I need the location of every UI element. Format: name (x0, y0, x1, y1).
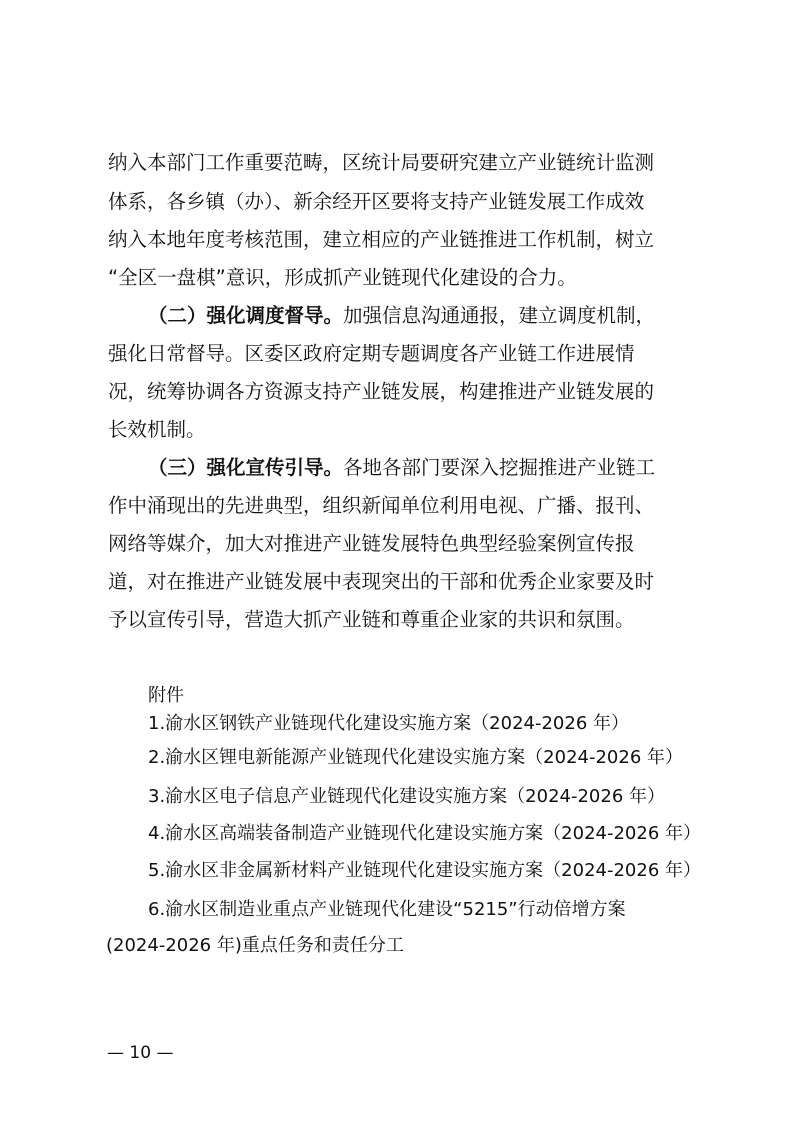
section-3-line-4: 道，对在推进产业链发展中表现突出的干部和优秀企业家要及时 (108, 570, 655, 593)
paragraph-1-line-1: 纳入本部门工作重要范畴，区统计局要研究建立产业链统计监测 (108, 151, 655, 174)
paragraph-1-line-3: 纳入本地年度考核范围，建立相应的产业链推进工作机制，树立 (108, 228, 655, 251)
section-2-line-2: 强化日常督导。区委区政府定期专题调度各产业链工作进展情 (108, 342, 635, 365)
section-2-line-1 (148, 304, 655, 328)
section-2-heading: （二）强化调度督导。 (148, 304, 344, 327)
attachment-item: 4.渝水区高端装备制造产业链现代化建设实施方案（2024-2026 年） (148, 823, 702, 844)
attachment-item: 2.渝水区锂电新能源产业链现代化建设实施方案（2024-2026 年） (148, 747, 684, 768)
attachment-item: 3.渝水区电子信息产业链现代化建设实施方案（2024-2026 年） (148, 786, 666, 807)
section-3-text: 各地各部门要深入挖掘推进产业链工 (343, 456, 656, 479)
attachment-item: 1.渝水区钢铁产业链现代化建设实施方案（2024-2026 年） (148, 713, 630, 734)
section-3-line-1 (148, 456, 655, 480)
section-2-line-3: 况，统筹协调各方资源支持产业链发展，构建推进产业链发展的 (108, 380, 655, 403)
page-number: — 10 — (107, 1043, 174, 1063)
attachments-title: 附件 (148, 685, 184, 706)
section-3-heading: （三）强化宣传引导。 (148, 456, 344, 479)
section-3-line-2: 作中涌现出的先进典型，组织新闻单位利用电视、广播、报刊、 (108, 494, 655, 517)
section-2-text: 加强信息沟通通报，建立调度机制， (343, 304, 656, 327)
attachment-item: 6.渝水区制造业重点产业链现代化建设“5215”行动倍增方案 (148, 899, 626, 920)
attachment-item-continuation: (2024-2026 年)重点任务和责任分工 (106, 935, 404, 956)
attachment-item: 5.渝水区非金属新材料产业链现代化建设实施方案（2024-2026 年） (148, 860, 702, 881)
section-3-line-5: 予以宣传引导，营造大抓产业链和尊重企业家的共识和氛围。 (108, 608, 635, 631)
paragraph-1-line-2: 体系，各乡镇（办）、新余经开区要将支持产业链发展工作成效 (108, 190, 645, 213)
section-2-line-4: 长效机制。 (108, 418, 206, 441)
section-3-line-3: 网络等媒介，加大对推进产业链发展特色典型经验案例宣传报 (108, 532, 635, 555)
paragraph-1-line-4: “全区一盘棋”意识，形成抓产业链现代化建设的合力。 (108, 266, 577, 289)
